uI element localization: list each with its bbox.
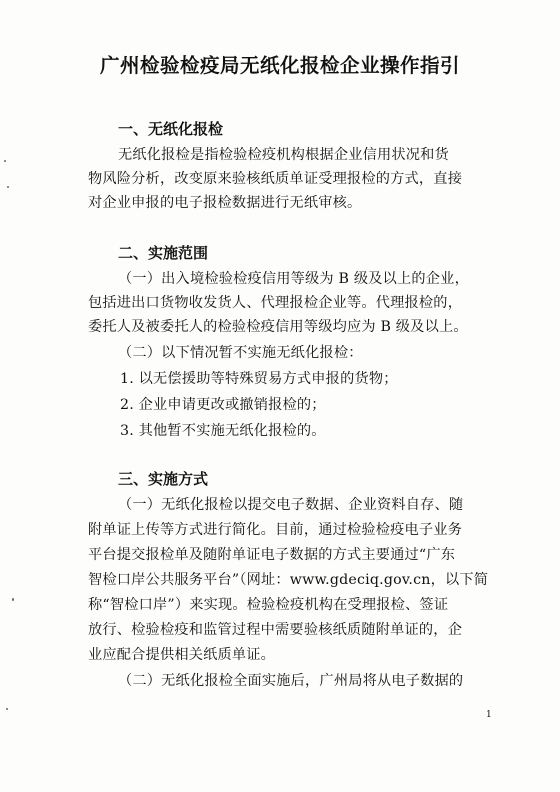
- section-heading-3: 三、实施方式: [118, 470, 209, 488]
- list-item: 2. 企业申请更改或撤销报检的；: [120, 397, 326, 413]
- page-title: 广州检验检疫局无纸化报检企业操作指引: [99, 54, 460, 77]
- paragraph-line: （一）无纸化报检以提交电子数据、企业资料自存、随: [118, 497, 464, 513]
- paragraph-line: 委托人及被委托人的检验检疫信用等级均应为 B 级及以上。: [88, 319, 468, 335]
- section-heading-1: 一、无纸化报检: [118, 120, 224, 138]
- page-number: 1: [486, 710, 492, 720]
- paragraph-line: 物风险分析，改变原来验核纸质单证受理报检的方式，直接: [88, 171, 463, 187]
- paragraph-line: （一）出入境检验检疫信用等级为 B 级及以上的企业，: [118, 271, 469, 287]
- scan-speck: [4, 160, 6, 162]
- paragraph-line: 放行、检验检疫和监管过程中需要验核纸质随附单证的，企: [88, 622, 463, 638]
- scan-speck: [12, 598, 14, 601]
- paragraph-line: （二）无纸化报检全面实施后，广州局将从电子数据的: [118, 673, 464, 689]
- paragraph-line: 智检口岸公共服务平台”（网址：www.gdeciq.gov.cn，以下简: [88, 572, 489, 588]
- section-heading-2: 二、实施范围: [118, 244, 209, 262]
- paragraph-line: 称“智检口岸”）来实现。检验检疫机构在受理报检、签证: [88, 597, 449, 613]
- paragraph-line: 对企业申报的电子报检数据进行无纸审核。: [88, 195, 362, 211]
- scan-speck: [7, 186, 9, 188]
- list-item: 3. 其他暂不实施无纸化报检的。: [120, 423, 326, 439]
- paragraph-line: （二）以下情况暂不实施无纸化报检：: [118, 345, 363, 361]
- scan-speck: [6, 708, 8, 710]
- paragraph-line: 包括进出口货物收发货人、代理报检企业等。代理报检的，: [88, 295, 463, 311]
- paragraph-line: 附单证上传等方式进行简化。目前，通过检验检疫电子业务: [88, 522, 463, 538]
- paragraph-line: 无纸化报检是指检验检疫机构根据企业信用状况和货: [118, 147, 449, 163]
- list-item: 1. 以无偿援助等特殊贸易方式申报的货物；: [120, 371, 398, 387]
- paragraph-line: 平台提交报检单及随附单证电子数据的方式主要通过“广东: [88, 547, 456, 563]
- paragraph-line: 业应配合提供相关纸质单证。: [88, 647, 276, 663]
